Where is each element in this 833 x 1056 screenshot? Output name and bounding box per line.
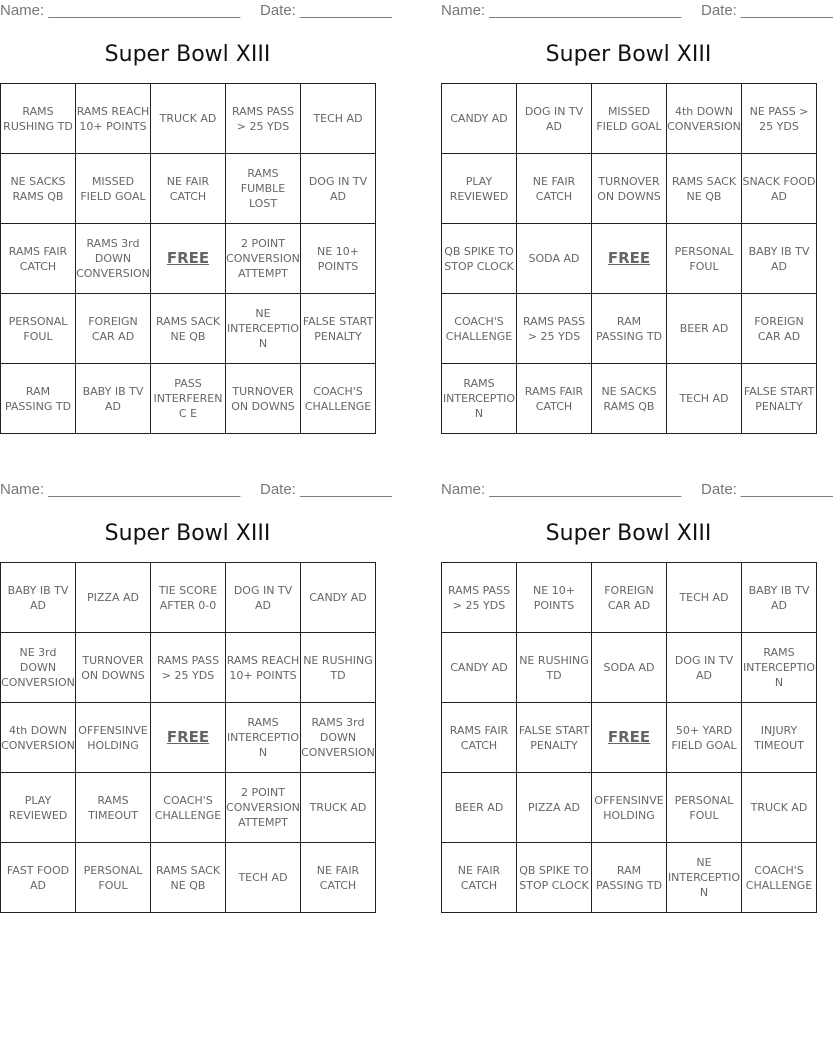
bingo-square: TECH AD bbox=[667, 563, 742, 633]
bingo-square: NE RUSHING TD bbox=[517, 633, 592, 703]
bingo-row bbox=[1, 563, 376, 633]
date-field: Date: ___________ bbox=[701, 2, 833, 19]
bingo-square: RAMS INTERCEPTION bbox=[442, 364, 517, 434]
bingo-row bbox=[442, 843, 817, 913]
bingo-square: MISSED FIELD GOAL bbox=[592, 84, 667, 154]
bingo-grid bbox=[0, 562, 376, 913]
bingo-square: NE RUSHING TD bbox=[301, 633, 376, 703]
card-title: Super Bowl XIII bbox=[104, 521, 271, 546]
bingo-square: NE FAIR CATCH bbox=[442, 843, 517, 913]
bingo-square: RAM PASSING TD bbox=[592, 294, 667, 364]
bingo-square: RAMS INTERCEPTION bbox=[226, 703, 301, 773]
bingo-square: PLAY REVIEWED bbox=[1, 773, 76, 843]
bingo-square: DOG IN TV AD bbox=[301, 154, 376, 224]
bingo-card bbox=[441, 479, 833, 914]
bingo-square: RAMS 3rd DOWN CONVERSION bbox=[76, 224, 151, 294]
bingo-square: RAMS PASS > 25 YDS bbox=[151, 633, 226, 703]
date-field: Date: ___________ bbox=[260, 2, 392, 19]
bingo-grid bbox=[441, 562, 817, 913]
bingo-square: 4th DOWN CONVERSION bbox=[1, 703, 76, 773]
card-title: Super Bowl XIII bbox=[545, 42, 712, 67]
bingo-square: NE FAIR CATCH bbox=[517, 154, 592, 224]
bingo-square: OFFENSINVE HOLDING bbox=[592, 773, 667, 843]
bingo-square: TURNOVER ON DOWNS bbox=[592, 154, 667, 224]
bingo-square: NE INTERCEPTION bbox=[667, 843, 742, 913]
bingo-square: TECH AD bbox=[301, 84, 376, 154]
name-field: Name: _______________________ bbox=[441, 2, 682, 19]
bingo-square: FOREIGN CAR AD bbox=[742, 294, 817, 364]
bingo-row bbox=[442, 154, 817, 224]
bingo-square: PERSONAL FOUL bbox=[667, 773, 742, 843]
bingo-square: PLAY REVIEWED bbox=[442, 154, 517, 224]
bingo-square: RAMS INTERCEPTION bbox=[742, 633, 817, 703]
bingo-square: NE FAIR CATCH bbox=[151, 154, 226, 224]
bingo-square: RAMS RUSHING TD bbox=[1, 84, 76, 154]
bingo-square: FOREIGN CAR AD bbox=[76, 294, 151, 364]
bingo-square: BEER AD bbox=[442, 773, 517, 843]
bingo-square: 2 POINT CONVERSION ATTEMPT bbox=[226, 773, 301, 843]
bingo-square: PIZZA AD bbox=[517, 773, 592, 843]
bingo-row bbox=[1, 843, 376, 913]
bingo-square: TRUCK AD bbox=[151, 84, 226, 154]
bingo-square: BABY IB TV AD bbox=[742, 224, 817, 294]
bingo-square: DOG IN TV AD bbox=[226, 563, 301, 633]
bingo-row bbox=[1, 224, 376, 294]
bingo-row bbox=[442, 563, 817, 633]
bingo-square: NE 10+ POINTS bbox=[301, 224, 376, 294]
bingo-square: 4th DOWN CONVERSION bbox=[667, 84, 742, 154]
bingo-square: RAMS PASS > 25 YDS bbox=[442, 563, 517, 633]
bingo-square: 50+ YARD FIELD GOAL bbox=[667, 703, 742, 773]
bingo-square: RAMS PASS > 25 YDS bbox=[226, 84, 301, 154]
bingo-square: PERSONAL FOUL bbox=[667, 224, 742, 294]
bingo-square: RAMS SACK NE QB bbox=[667, 154, 742, 224]
bingo-square: DOG IN TV AD bbox=[667, 633, 742, 703]
bingo-square: PERSONAL FOUL bbox=[1, 294, 76, 364]
bingo-grid bbox=[441, 83, 817, 434]
bingo-square: INJURY TIMEOUT bbox=[742, 703, 817, 773]
bingo-square: RAMS REACH 10+ POINTS bbox=[226, 633, 301, 703]
bingo-card bbox=[0, 0, 392, 435]
bingo-row bbox=[1, 294, 376, 364]
bingo-square: TIE SCORE AFTER 0-0 bbox=[151, 563, 226, 633]
bingo-square: BEER AD bbox=[667, 294, 742, 364]
bingo-row bbox=[1, 633, 376, 703]
bingo-row bbox=[1, 773, 376, 843]
bingo-square: NE SACKS RAMS QB bbox=[592, 364, 667, 434]
bingo-square: SODA AD bbox=[592, 633, 667, 703]
bingo-square: MISSED FIELD GOAL bbox=[76, 154, 151, 224]
bingo-square: SODA AD bbox=[517, 224, 592, 294]
bingo-square: TURNOVER ON DOWNS bbox=[76, 633, 151, 703]
bingo-square: NE INTERCEPTION bbox=[226, 294, 301, 364]
name-field: Name: _______________________ bbox=[441, 481, 682, 498]
bingo-square: RAMS FAIR CATCH bbox=[442, 703, 517, 773]
bingo-square: COACH'S CHALLENGE bbox=[301, 364, 376, 434]
bingo-square: OFFENSINVE HOLDING bbox=[76, 703, 151, 773]
bingo-square: NE SACKS RAMS QB bbox=[1, 154, 76, 224]
bingo-square: RAM PASSING TD bbox=[592, 843, 667, 913]
bingo-square: BABY IB TV AD bbox=[76, 364, 151, 434]
bingo-square: RAMS TIMEOUT bbox=[76, 773, 151, 843]
card-title: Super Bowl XIII bbox=[104, 42, 271, 67]
bingo-square: TECH AD bbox=[667, 364, 742, 434]
bingo-row bbox=[442, 294, 817, 364]
bingo-row bbox=[1, 154, 376, 224]
bingo-square: QB SPIKE TO STOP CLOCK bbox=[442, 224, 517, 294]
bingo-square: CANDY AD bbox=[442, 633, 517, 703]
bingo-square: CANDY AD bbox=[442, 84, 517, 154]
bingo-square: PERSONAL FOUL bbox=[76, 843, 151, 913]
bingo-square: NE PASS > 25 YDS bbox=[742, 84, 817, 154]
bingo-square: 2 POINT CONVERSION ATTEMPT bbox=[226, 224, 301, 294]
bingo-grid bbox=[0, 83, 376, 434]
bingo-square: COACH'S CHALLENGE bbox=[442, 294, 517, 364]
bingo-row bbox=[442, 364, 817, 434]
bingo-square: RAMS SACK NE QB bbox=[151, 294, 226, 364]
bingo-square: NE 3rd DOWN CONVERSION bbox=[1, 633, 76, 703]
bingo-square: SNACK FOOD AD bbox=[742, 154, 817, 224]
bingo-square: DOG IN TV AD bbox=[517, 84, 592, 154]
bingo-square: COACH'S CHALLENGE bbox=[742, 843, 817, 913]
bingo-card bbox=[0, 479, 392, 914]
free-square: FREE bbox=[592, 224, 667, 294]
bingo-square: BABY IB TV AD bbox=[742, 563, 817, 633]
bingo-square: TURNOVER ON DOWNS bbox=[226, 364, 301, 434]
free-square: FREE bbox=[151, 703, 226, 773]
bingo-square: PASS INTERFERENC E bbox=[151, 364, 226, 434]
bingo-square: CANDY AD bbox=[301, 563, 376, 633]
bingo-square: FALSE START PENALTY bbox=[301, 294, 376, 364]
bingo-row bbox=[442, 224, 817, 294]
bingo-square: FOREIGN CAR AD bbox=[592, 563, 667, 633]
free-square: FREE bbox=[151, 224, 226, 294]
bingo-square: RAMS FUMBLE LOST bbox=[226, 154, 301, 224]
bingo-row bbox=[442, 703, 817, 773]
bingo-row bbox=[442, 633, 817, 703]
bingo-row bbox=[442, 773, 817, 843]
card-title: Super Bowl XIII bbox=[545, 521, 712, 546]
name-field: Name: _______________________ bbox=[0, 2, 241, 19]
date-field: Date: ___________ bbox=[701, 481, 833, 498]
bingo-square: RAMS REACH 10+ POINTS bbox=[76, 84, 151, 154]
bingo-square: TRUCK AD bbox=[742, 773, 817, 843]
bingo-square: QB SPIKE TO STOP CLOCK bbox=[517, 843, 592, 913]
bingo-square: TECH AD bbox=[226, 843, 301, 913]
name-field: Name: _______________________ bbox=[0, 481, 241, 498]
bingo-row bbox=[1, 703, 376, 773]
bingo-square: PIZZA AD bbox=[76, 563, 151, 633]
bingo-square: RAMS PASS > 25 YDS bbox=[517, 294, 592, 364]
bingo-square: BABY IB TV AD bbox=[1, 563, 76, 633]
bingo-card bbox=[441, 0, 833, 435]
bingo-square: NE 10+ POINTS bbox=[517, 563, 592, 633]
bingo-square: COACH'S CHALLENGE bbox=[151, 773, 226, 843]
bingo-square: RAMS 3rd DOWN CONVERSION bbox=[301, 703, 376, 773]
bingo-square: FALSE START PENALTY bbox=[742, 364, 817, 434]
bingo-row bbox=[1, 364, 376, 434]
date-field: Date: ___________ bbox=[260, 481, 392, 498]
bingo-square: FALSE START PENALTY bbox=[517, 703, 592, 773]
bingo-square: FAST FOOD AD bbox=[1, 843, 76, 913]
bingo-row bbox=[1, 84, 376, 154]
bingo-square: TRUCK AD bbox=[301, 773, 376, 843]
bingo-square: NE FAIR CATCH bbox=[301, 843, 376, 913]
bingo-row bbox=[442, 84, 817, 154]
bingo-square: RAM PASSING TD bbox=[1, 364, 76, 434]
bingo-square: RAMS FAIR CATCH bbox=[1, 224, 76, 294]
bingo-square: RAMS SACK NE QB bbox=[151, 843, 226, 913]
free-square: FREE bbox=[592, 703, 667, 773]
bingo-square: RAMS FAIR CATCH bbox=[517, 364, 592, 434]
